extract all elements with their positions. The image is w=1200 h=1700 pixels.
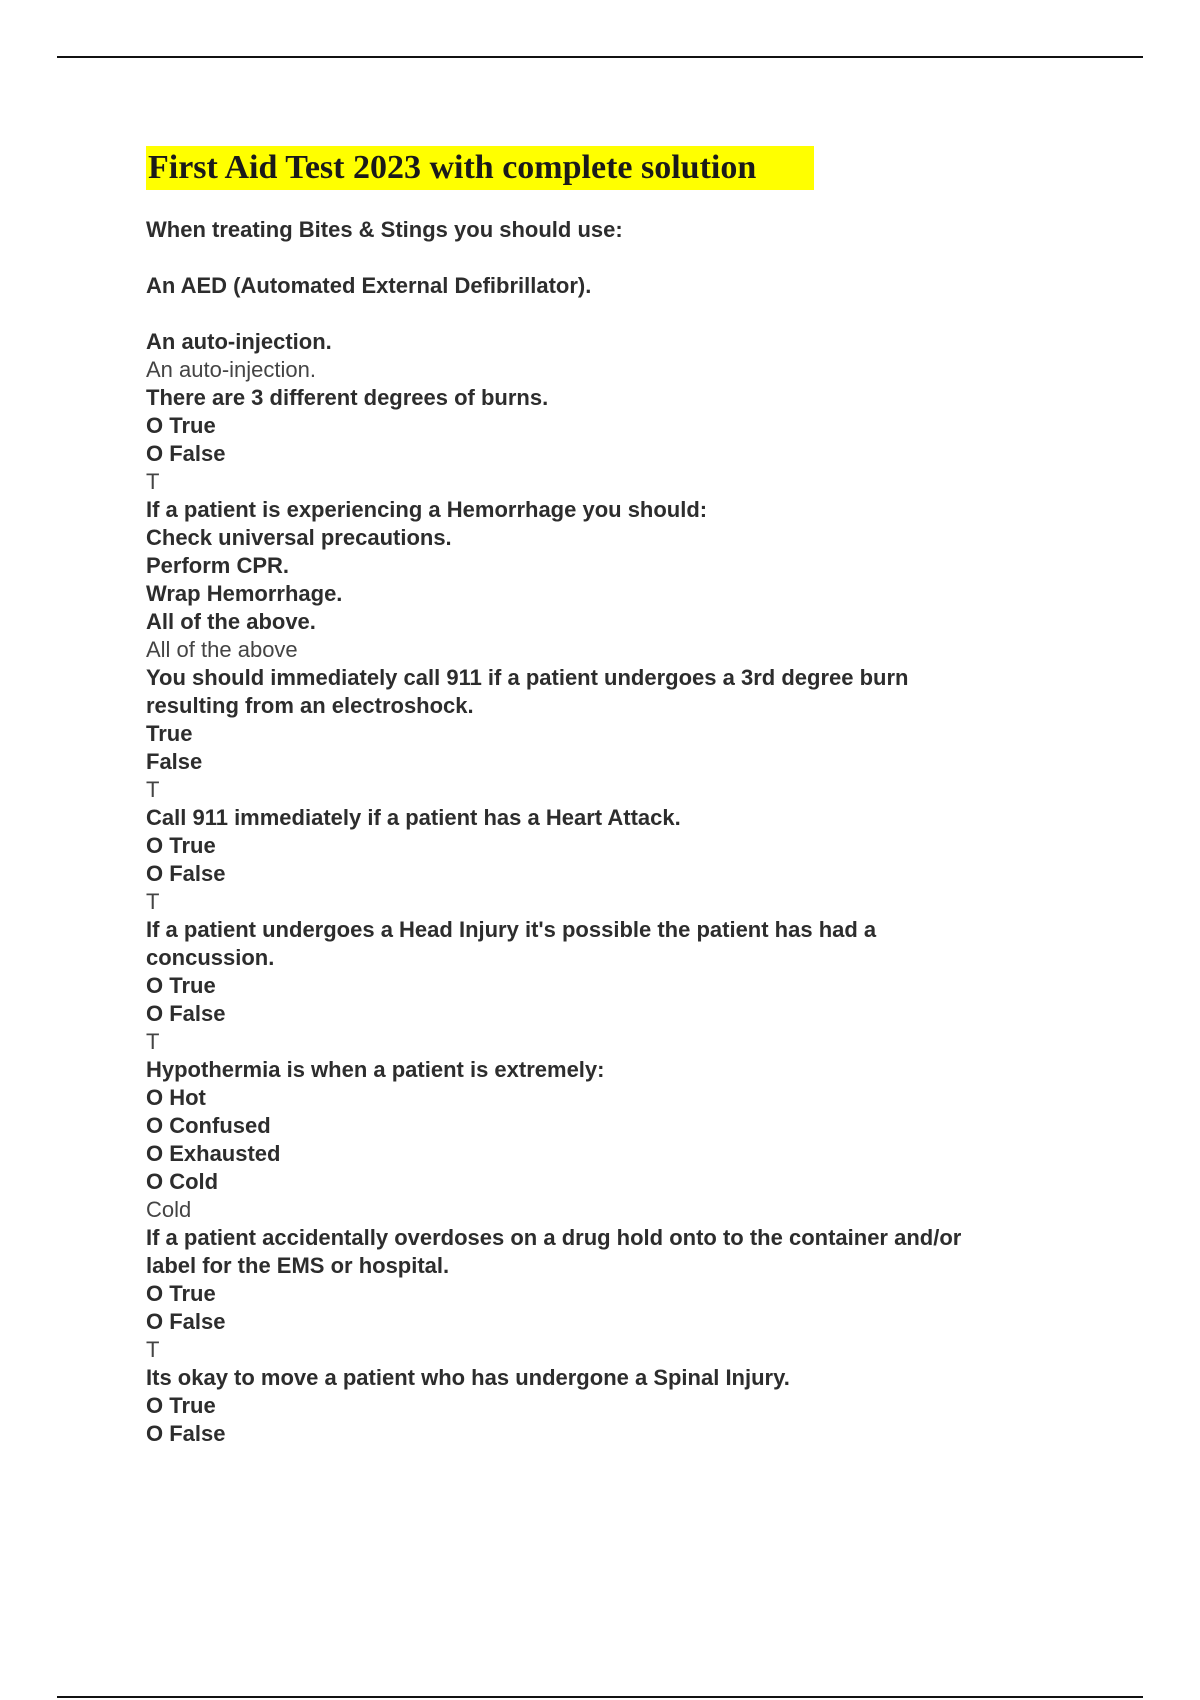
- question-text: Hypothermia is when a patient is extremely:: [146, 1057, 605, 1082]
- question-block: [146, 804, 1086, 916]
- question-block: [146, 496, 1086, 664]
- question-text: If a patient undergoes a Head Injury it's possible the patient has had a: [146, 917, 877, 942]
- option: O True: [146, 1393, 216, 1418]
- option: Wrap Hemorrhage.: [146, 581, 343, 606]
- question-text: concussion.: [146, 945, 275, 970]
- answer: T: [146, 1337, 160, 1362]
- option: O True: [146, 1281, 216, 1306]
- option: O False: [146, 1001, 226, 1026]
- option: O False: [146, 441, 226, 466]
- question-text: resulting from an electroshock.: [146, 693, 474, 718]
- question-block: [146, 664, 1086, 804]
- question-block: [146, 1364, 1086, 1448]
- option: O Hot: [146, 1085, 206, 1110]
- question-text: Call 911 immediately if a patient has a Heart Attack.: [146, 805, 681, 830]
- question-block: [146, 916, 1086, 1056]
- page-title: First Aid Test 2023 with complete solution: [146, 146, 814, 190]
- question-block: [146, 216, 1086, 384]
- answer: T: [146, 889, 160, 914]
- question-text: label for the EMS or hospital.: [146, 1253, 450, 1278]
- option: An AED (Automated External Defibrillator).: [146, 273, 592, 298]
- option: All of the above.: [146, 609, 316, 634]
- option: Check universal precautions.: [146, 525, 452, 550]
- option: An auto-injection.: [146, 329, 332, 354]
- question-list: [146, 216, 1086, 1448]
- option: O True: [146, 833, 216, 858]
- question-text: There are 3 different degrees of burns.: [146, 385, 549, 410]
- answer: All of the above: [146, 637, 298, 662]
- answer: An auto-injection.: [146, 357, 316, 382]
- question-text: Its okay to move a patient who has undergone a Spinal Injury.: [146, 1365, 790, 1390]
- answer: T: [146, 777, 160, 802]
- option: O Confused: [146, 1113, 271, 1138]
- question-text: When treating Bites & Stings you should use:: [146, 217, 623, 242]
- question-block: [146, 1224, 1086, 1364]
- option: O Exhausted: [146, 1141, 281, 1166]
- option: O True: [146, 973, 216, 998]
- answer: T: [146, 1029, 160, 1054]
- option: True: [146, 721, 193, 746]
- option: O Cold: [146, 1169, 219, 1194]
- question-text: If a patient accidentally overdoses on a drug hold onto to the container and/or: [146, 1225, 962, 1250]
- top-rule: [57, 56, 1143, 58]
- question-text: If a patient is experiencing a Hemorrhage you should:: [146, 497, 708, 522]
- option: O True: [146, 413, 216, 438]
- question-text: You should immediately call 911 if a patient undergoes a 3rd degree burn: [146, 665, 909, 690]
- question-block: [146, 1056, 1086, 1224]
- option: O False: [146, 1309, 226, 1334]
- question-block: [146, 384, 1086, 496]
- option: False: [146, 749, 203, 774]
- answer: T: [146, 469, 160, 494]
- bottom-rule: [57, 1696, 1143, 1698]
- answer: Cold: [146, 1197, 192, 1222]
- option: O False: [146, 1421, 226, 1446]
- option: Perform CPR.: [146, 553, 290, 578]
- option: O False: [146, 861, 226, 886]
